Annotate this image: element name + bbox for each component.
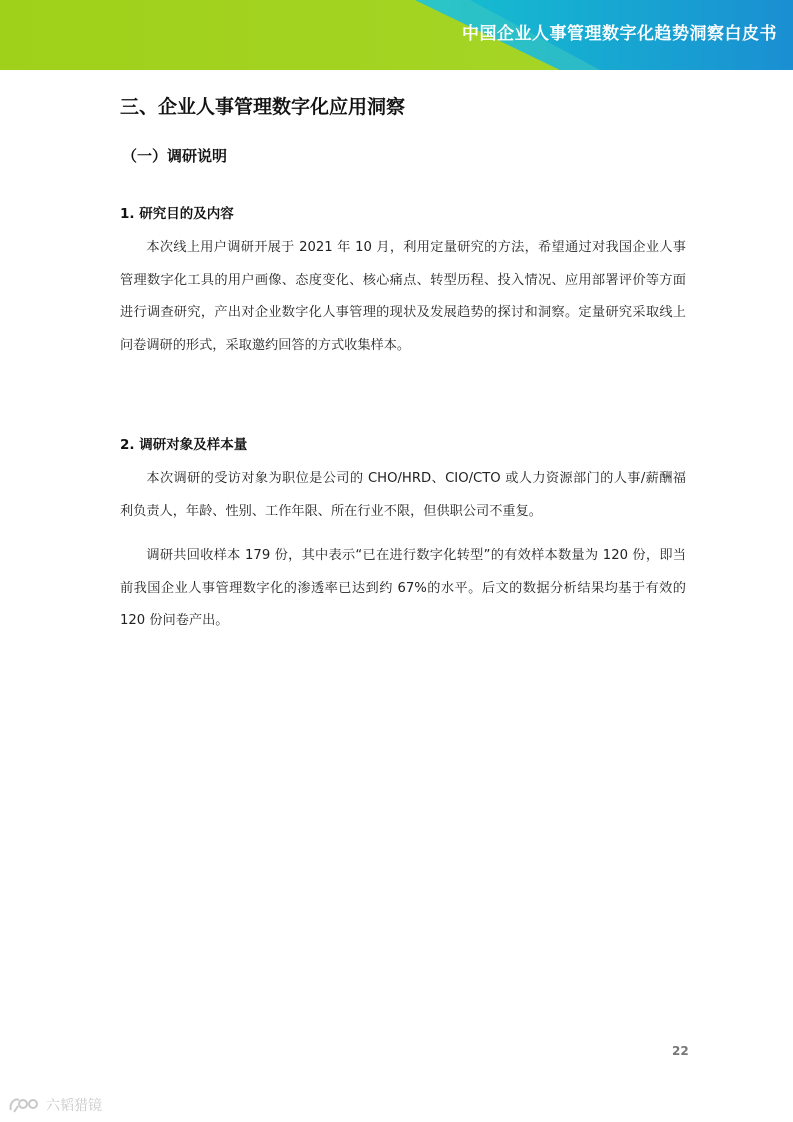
watermark [8, 1094, 102, 1116]
section-heading-1: 1. 研究目的及内容 [120, 206, 234, 222]
header-title: 中国企业人事管理数字化趋势洞察白皮书 [462, 24, 777, 44]
paragraph-respondents: 本次调研的受访对象为职位是公司的 CHO/HRD、CIO/CTO 或人力资源部门的人事/薪酬福利负责人，年龄、性别、工作年限、所在行业不限，但供职公司不重复。 [120, 471, 686, 519]
subsection-title: （一）调研说明 [122, 147, 228, 165]
paragraph-sample-size: 调研共回收样本 179 份，其中表示“已在进行数字化转型”的有效样本数量为 120 份，即当前我国企业人事管理数字化的渗透率已达到约 67%的水平。后文的数据分析结果均基于有效的 120 份问卷产出。 [120, 548, 686, 628]
watermark-logo-icon [8, 1094, 42, 1116]
section-title: 三、企业人事管理数字化应用洞察 [120, 96, 406, 118]
page-number: 22 [672, 1044, 689, 1058]
paragraph-research-purpose: 本次线上用户调研开展于 2021 年 10 月，利用定量研究的方法，希望通过对我国企业人事管理数字化工具的用户画像、态度变化、核心痛点、转型历程、投入情况、应用部署评价等方面进行调查研究，产出对企业数字化人事管理的现状及发展趋势的探讨和洞察。定量研究采取线上问卷调研的形式，采取邀约回答的方式收集样本。 [120, 240, 686, 353]
watermark-text: 六韬猎镜 [46, 1098, 102, 1114]
page-header [0, 0, 793, 70]
section-heading-2: 2. 调研对象及样本量 [120, 437, 248, 453]
